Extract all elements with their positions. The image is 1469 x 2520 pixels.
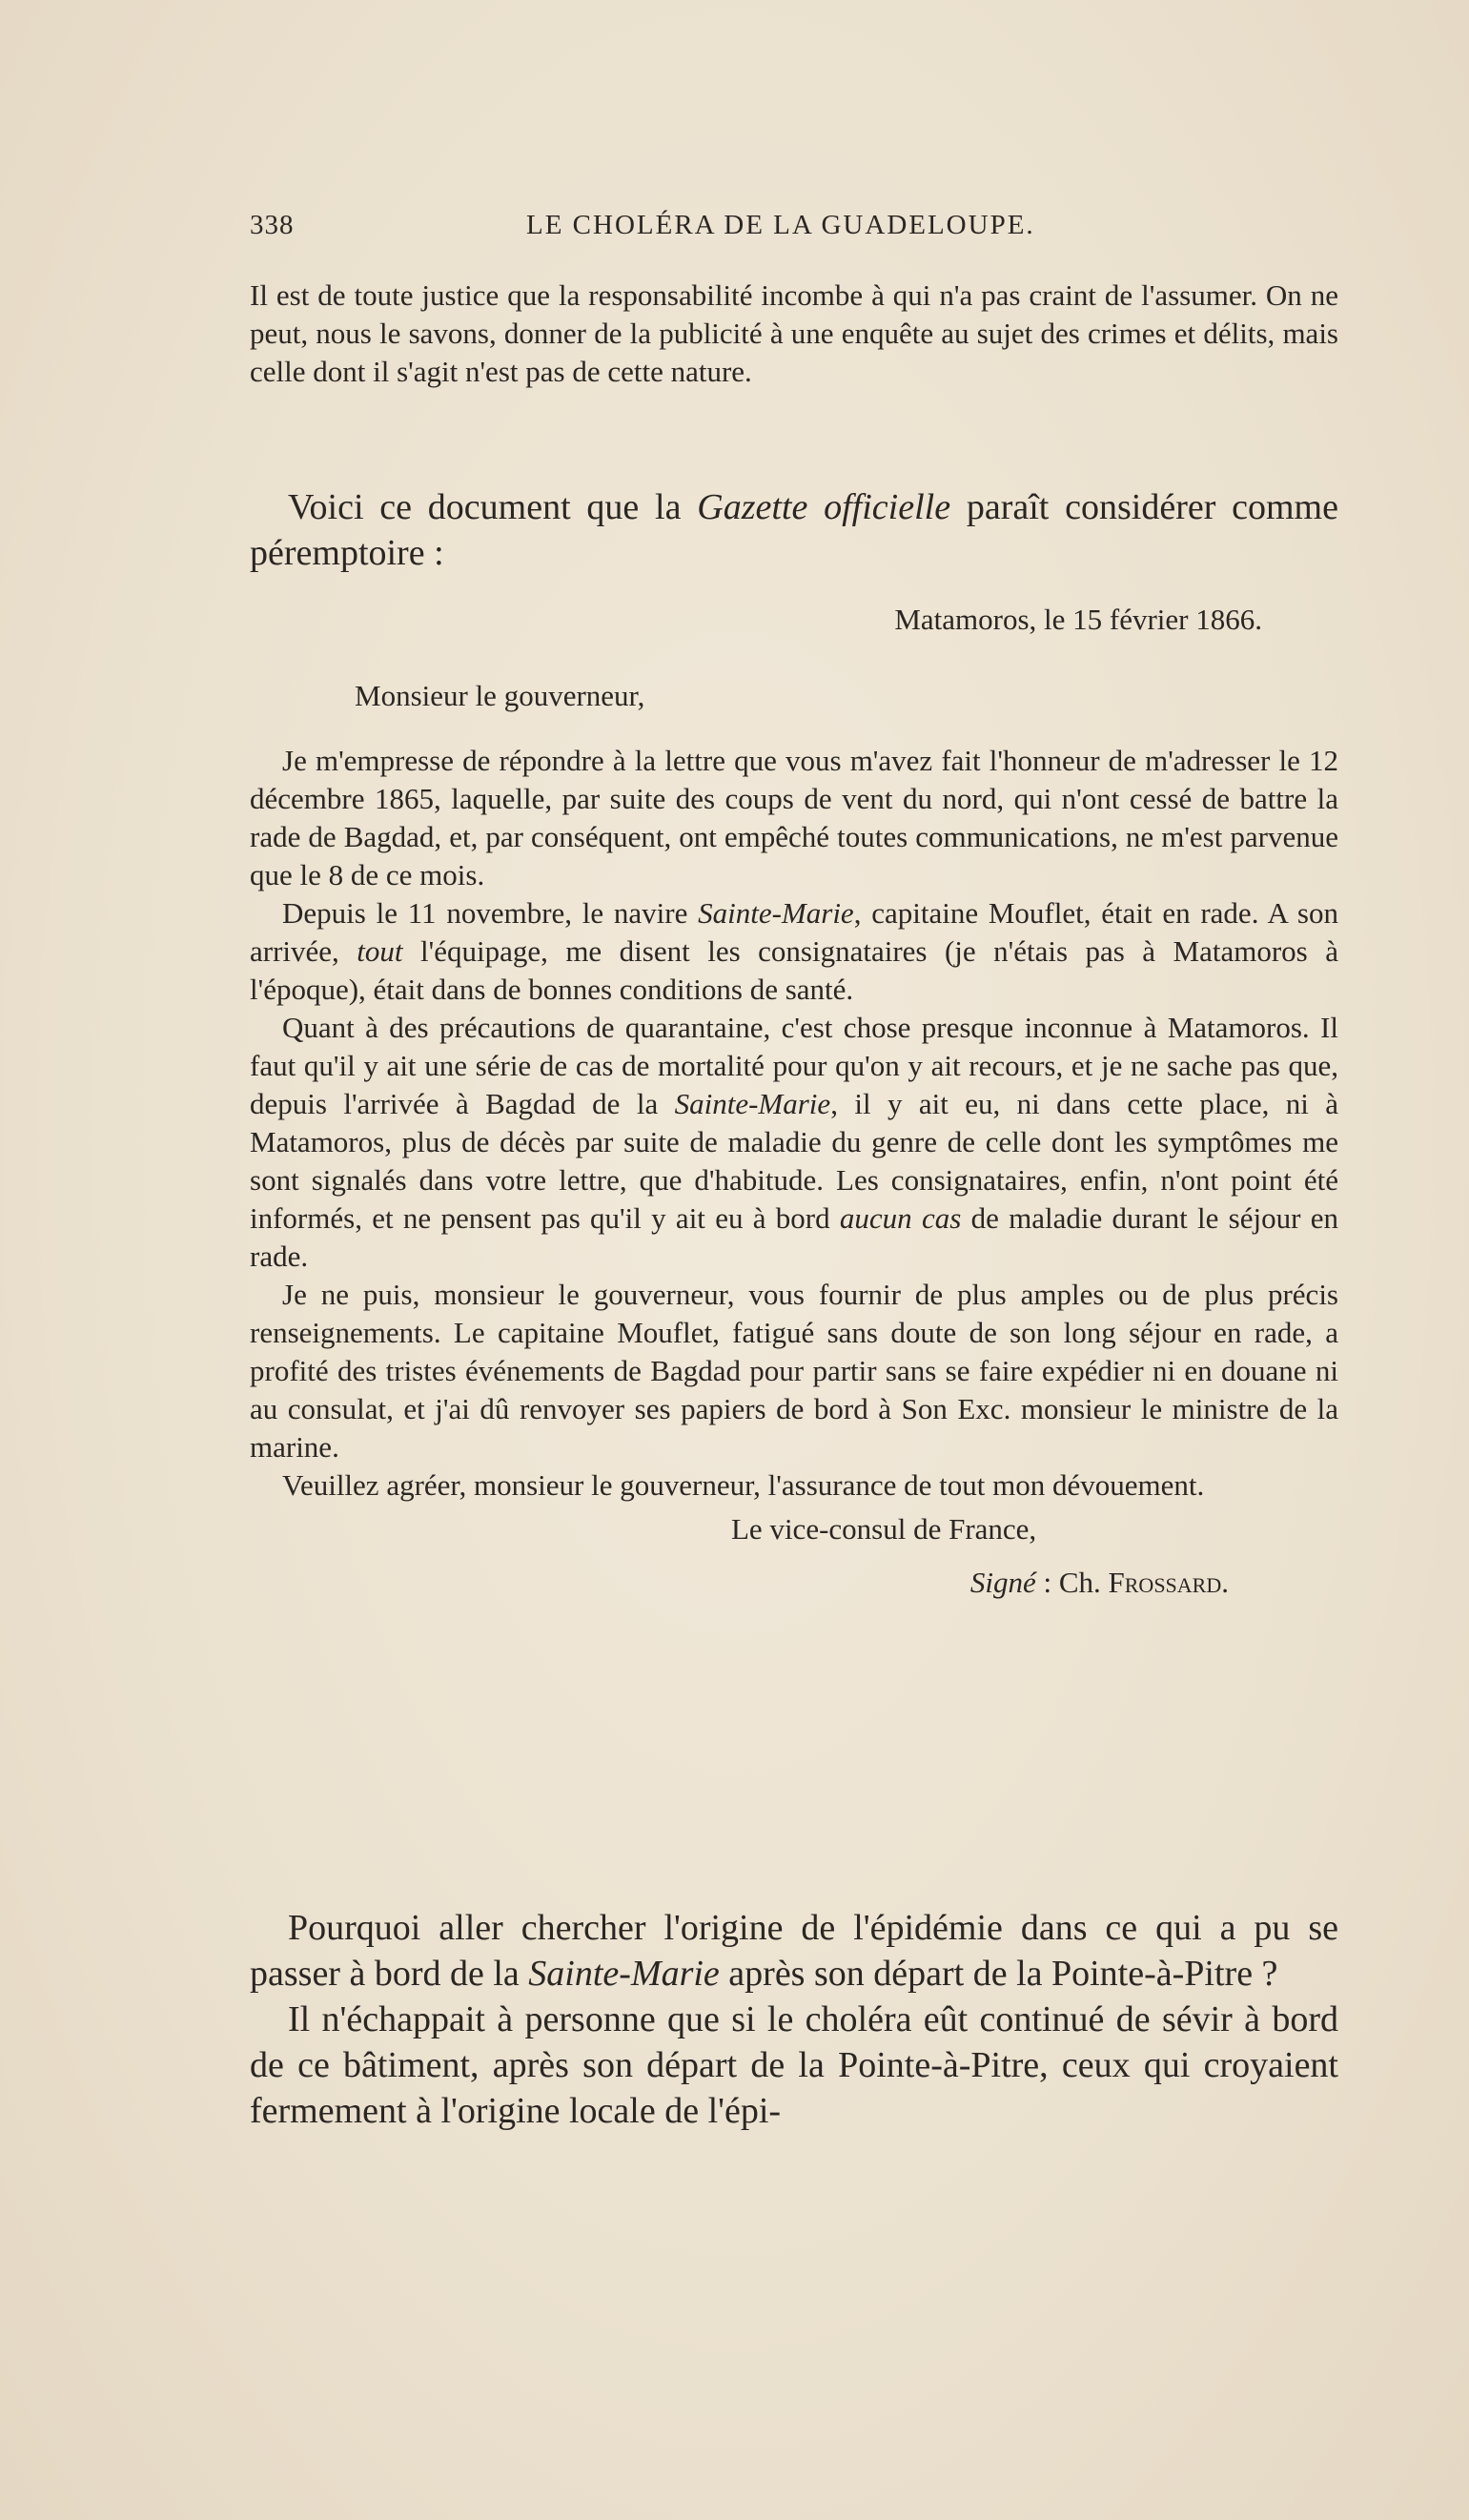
letter-body	[250, 742, 1338, 1602]
letter-salutation-block	[250, 677, 1338, 715]
opening-paragraph: Il est de toute justice que la responsabilité incombe à qui n'a pas craint de l'assumer. On ne peut, nous le savons, donner de la publicité à une enquête au sujet des crimes et délits, mais celle dont il s'agit n'est pas de cette nature.	[250, 278, 1338, 388]
letter-closing: Le vice-consul de France,	[731, 1512, 1037, 1546]
letter-paragraph-3: Quant à des précautions de quarantaine, c'est chose presque inconnue à Matamoros. Il faut qu'il y ait une série de cas de mortalité pour qu'on y ait recours, et je ne sache pas que, depuis l'arrivée à Bagdad de la Sainte-Marie, il y ait eu, ni dans cette place, ni à Matamoros, plus de décès par suite de maladie du genre de celle dont les symptômes me sont signalés dans votre lettre, que d'habitude. Les consignataires, enfin, n'ont point été informés, et ne pensent pas qu'il y ait eu à bord aucun cas de maladie durant le séjour en rade.	[250, 1011, 1339, 1273]
commentary-paragraph-2: Il n'échappait à personne que si le choléra eût continué de sévir à bord de ce bâtiment, après son départ de la Pointe-à-Pitre, ceux qui croyaient fermement à l'origine locale de l'épi-	[250, 1999, 1338, 2131]
letter-paragraph-2: Depuis le 11 novembre, le navire Sainte-Marie, capitaine Mouflet, était en rade. A son arrivée, tout l'équipage, me disent les consignataires (je n'étais pas à Matamoros à l'époque), était dans de bonnes conditions de santé.	[250, 896, 1338, 1006]
commentary-paragraph-1: Pourquoi aller chercher l'origine de l'épidémie dans ce qui a pu se passer à bord de la Sainte-Marie après son départ de la Pointe-à-Pitre ?	[250, 1908, 1338, 1994]
intro-paragraph: Voici ce document que la Gazette officielle paraît considérer comme péremptoire :	[250, 487, 1338, 573]
gazette-title: Gazette officielle	[697, 487, 951, 527]
letter-paragraph-4: Je ne puis, monsieur le gouverneur, vous fournir de plus amples ou de plus précis renseignements. Le capitaine Mouflet, fatigué sans doute de son long séjour en rade, a profité des tristes événements de Bagdad pour partir sans se faire expédier ni en douane ni au consulat, et j'ai dû renvoyer ses papiers de bord à Son Exc. monsieur le ministre de la marine.	[250, 1278, 1338, 1464]
letter-dateline-block	[250, 601, 1338, 639]
letter-paragraph-1: Je m'empresse de répondre à la lettre que vous m'avez fait l'honneur de m'adresser le 12 décembre 1865, laquelle, par suite des coups de vent du nord, qui n'ont cessé de battre la rade de Bagdad, et, par conséquent, ont empêché toutes communications, ne m'est parvenue que le 8 de ce mois.	[250, 744, 1338, 891]
letter-salutation: Monsieur le gouverneur,	[355, 679, 645, 712]
letter-paragraph-5: Veuillez agréer, monsieur le gouverneur, l'assurance de tout mon dévouement.	[282, 1468, 1205, 1502]
letter-place-date: Matamoros, le 15 février 1866.	[894, 603, 1262, 636]
running-header	[250, 210, 1338, 252]
closing-commentary	[250, 1905, 1338, 2134]
page-number: 338	[250, 210, 295, 240]
letter-signature: Signé : Ch. Frossard.	[969, 1566, 1229, 1599]
intro-block	[250, 484, 1338, 576]
opening-paragraph-block	[250, 277, 1338, 391]
running-title: LE CHOLÉRA DE LA GUADELOUPE.	[526, 210, 1035, 240]
